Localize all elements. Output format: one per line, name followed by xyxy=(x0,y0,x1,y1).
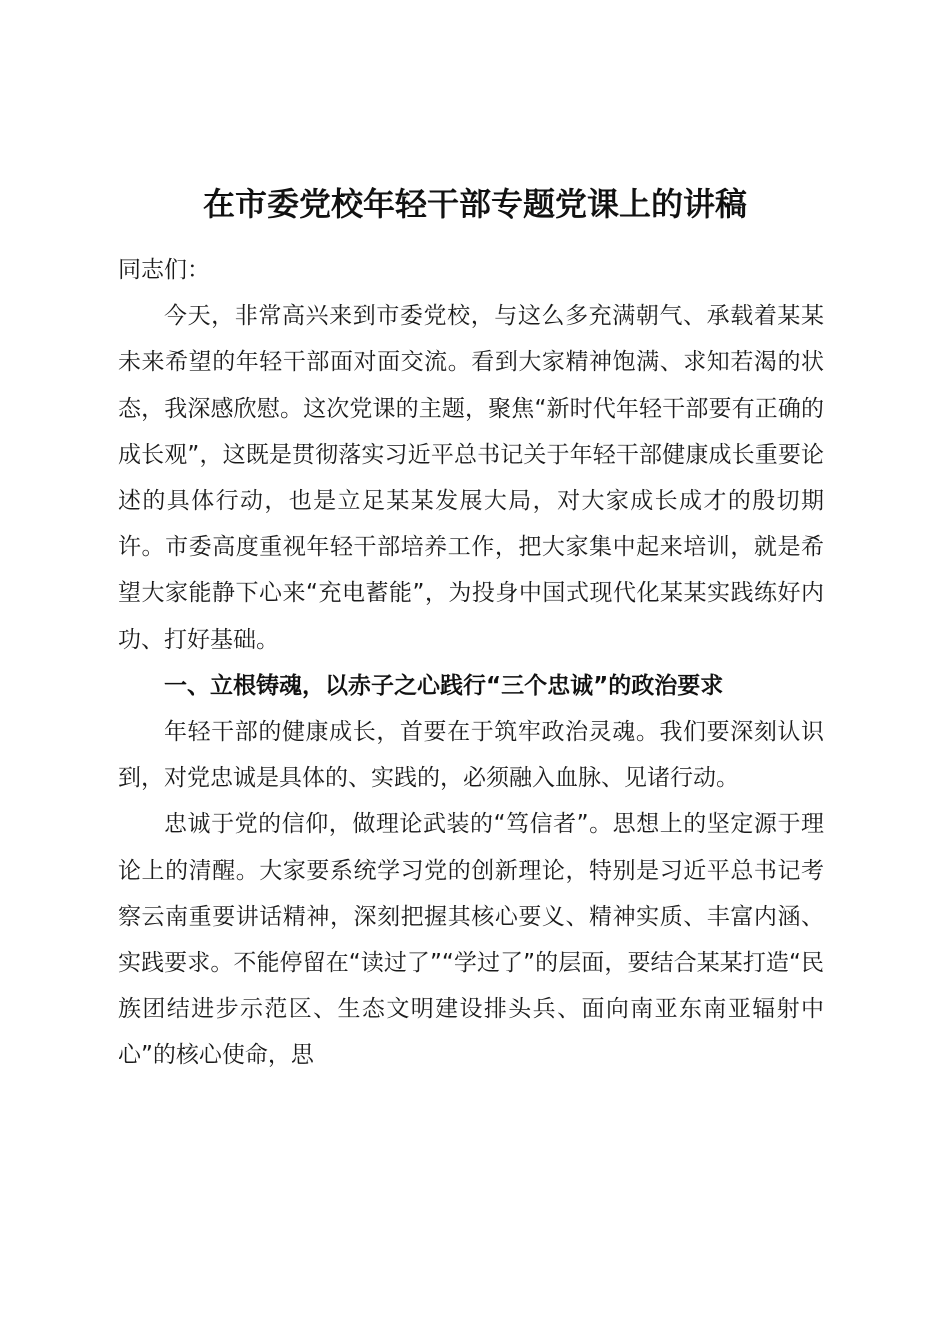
document-title: 在市委党校年轻干部专题党课上的讲稿 xyxy=(202,185,747,223)
paragraph: 忠诚于党的信仰，做理论武装的“笃信者”。思想上的坚定源于理论上的清醒。大家要系统学习党的创新理论，特别是习近平总书记考察云南重要讲话精神，深刻把握其核心要义、精神实质、丰富内涵、实践要求。不能停留在“读过了”“学过了”的层面，要结合某某打造“民族团结进步示范区、生态文明建设排头兵、面向南亚东南亚辐射中心”的核心使命，思 xyxy=(118,811,824,1069)
paragraph: 今天，非常高兴来到市委党校，与这么多充满朝气、承载着某某未来希望的年轻干部面对面交流。看到大家精神饱满、求知若渴的状态，我深感欣慰。这次党课的主题，聚焦“新时代年轻干部要有正确的成长观”，这既是贯彻落实习近平总书记关于年轻干部健康成长重要论述的具体行动，也是立足某某发展大局，对大家成长成才的殷切期许。市委高度重视年轻干部培养工作，把大家集中起来培训，就是希望大家能静下心来“充电蓄能”，为投身中国式现代化某某实践练好内功、打好基础。 xyxy=(118,303,824,653)
paragraph: 年轻干部的健康成长，首要在于筑牢政治灵魂。我们要深刻认识到，对党忠诚是具体的、实践的，必须融入血脉、见诸行动。 xyxy=(118,719,824,792)
section-heading: 一、立根铸魂，以赤子之心践行“三个忠诚”的政治要求 xyxy=(164,672,724,699)
document-body xyxy=(118,247,824,1079)
salutation: 同志们： xyxy=(118,257,210,283)
